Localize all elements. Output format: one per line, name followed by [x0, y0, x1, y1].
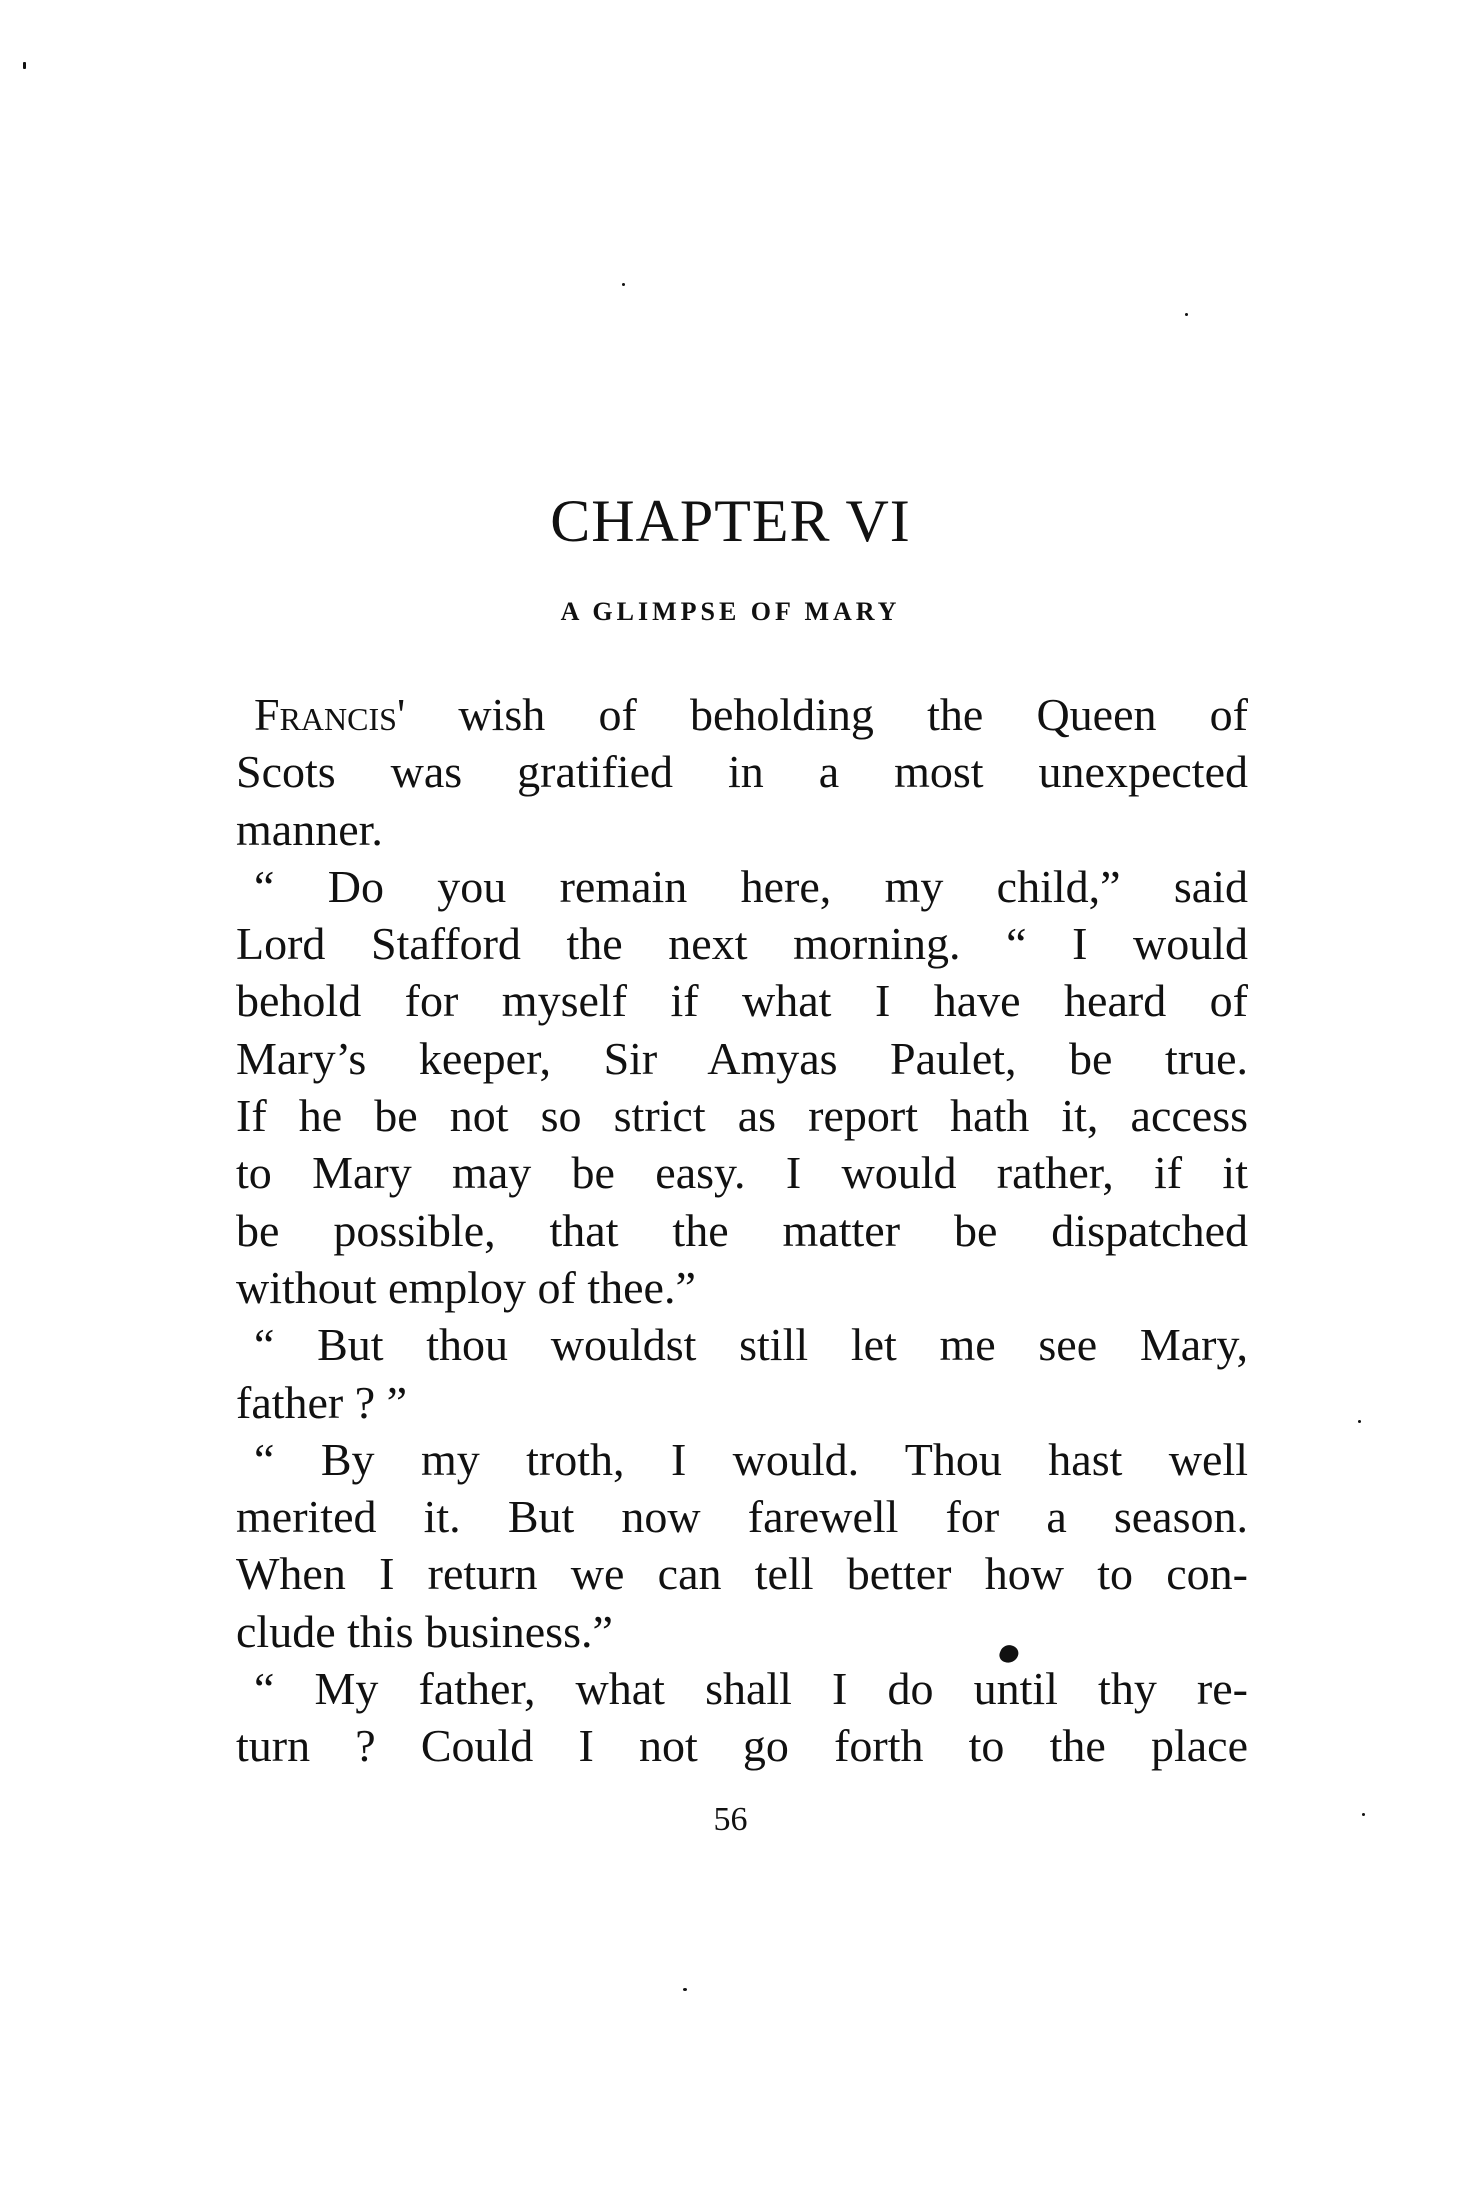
text-line	[236, 1545, 1248, 1602]
chapter-title: CHAPTER VI	[550, 488, 911, 554]
line-text: Lord Stafford the next morning. “ I would	[236, 918, 1248, 970]
text-line	[236, 858, 1248, 915]
text-line	[236, 1431, 1248, 1488]
line-text: If he be not so strict as report hath it, access	[236, 1090, 1248, 1142]
page-number: 56	[713, 1801, 748, 1838]
scan-speck	[622, 283, 625, 286]
text-line	[236, 1717, 1248, 1774]
text-line	[236, 1660, 1248, 1717]
line-text: clude this business.”	[236, 1605, 613, 1657]
text-line	[236, 743, 1248, 800]
text-line	[236, 1374, 1248, 1431]
line-text: behold for myself if what I have heard of	[236, 975, 1248, 1027]
text-line	[236, 1488, 1248, 1545]
line-text: “ My father, what shall I do until thy re-	[254, 1663, 1248, 1715]
scan-speck	[1185, 313, 1188, 316]
lead-word: Francis'	[254, 689, 406, 740]
line-text: turn ? Could I not go forth to the place	[236, 1720, 1248, 1772]
text-line	[236, 1144, 1248, 1201]
line-text: “ By my troth, I would. Thou hast well	[254, 1433, 1248, 1485]
text-line	[236, 1202, 1248, 1259]
line-text: father ? ”	[236, 1376, 408, 1428]
text-line	[236, 1087, 1248, 1144]
line-text: Mary’s keeper, Sir Amyas Paulet, be true.	[236, 1032, 1248, 1084]
text-line	[236, 686, 1248, 743]
scan-speck	[1358, 1420, 1361, 1423]
text-line	[236, 1316, 1248, 1373]
text-line	[236, 1259, 1248, 1316]
line-text: Scots was gratified in a most unexpected	[236, 746, 1248, 798]
text-line	[236, 972, 1248, 1029]
scan-speck	[23, 62, 26, 69]
line-text: When I return we can tell better how to con-	[236, 1548, 1248, 1600]
line-text: merited it. But now farewell for a season.	[236, 1491, 1248, 1543]
text-line	[236, 1030, 1248, 1087]
line-text: “ But thou wouldst still let me see Mary,	[254, 1319, 1248, 1371]
line-text: without employ of thee.”	[236, 1261, 696, 1313]
line-text: be possible, that the matter be dispatched	[236, 1204, 1248, 1256]
scan-speck	[683, 1988, 687, 1991]
line-text: wish of beholding the Queen of	[405, 689, 1248, 740]
text-line	[236, 1603, 1248, 1660]
line-text: to Mary may be easy. I would rather, if it	[236, 1147, 1248, 1199]
text-line	[236, 801, 1248, 858]
line-text: “ Do you remain here, my child,” said	[254, 860, 1248, 912]
line-text: manner.	[236, 803, 383, 855]
text-line	[236, 915, 1248, 972]
body-text	[236, 686, 1248, 1775]
chapter-subtitle: A GLIMPSE OF MARY	[560, 597, 901, 626]
